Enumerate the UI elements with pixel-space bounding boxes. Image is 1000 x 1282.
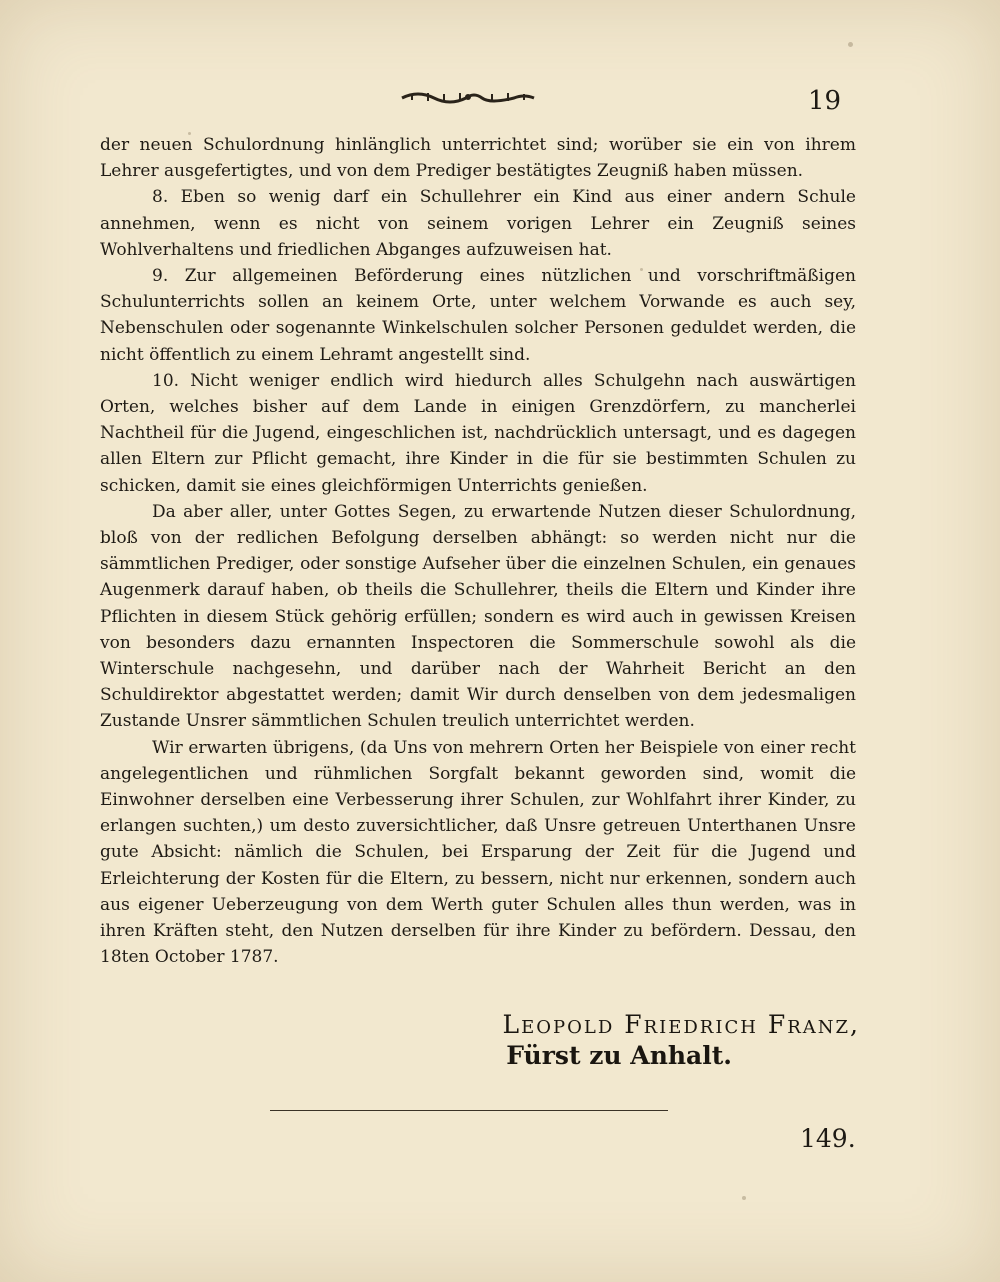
paragraph-continuation: der neuen Schulordnung hinlänglich unterrichtet sind; worüber sie ein von ihrem Lehrer ausgefertigtes, und von dem Prediger bestätigtes Zeugniß haben müssen. (100, 135, 856, 182)
signatory-name: Leopold Friedrich Franz, (502, 1010, 860, 1039)
header-ornament (398, 88, 538, 106)
signature-block (372, 1010, 860, 1070)
divider-rule (270, 1110, 668, 1111)
paragraph-closing: Da aber aller, unter Gottes Segen, zu erwartende Nutzen dieser Schulordnung, bloß von der redlichen Befolgung derselben abhängt: so werden nicht nur die sämmtlichen Prediger, oder sonstige Aufseher über die einzelnen Schulen, ein genaues Augenmerk darauf haben, ob theils die Schullehrer, theils die Eltern und Kinder ihre Pflichten in diesem Stück gehörig erfüllen; sondern es wird auch in gewissen Kreisen von besonders dazu ernannten Inspectoren die Sommerschule sowohl als die Winterschule nachgesehn, und darüber nach der Wahrheit Bericht an den Schuldirektor abgestattet werden; damit Wir durch denselben von dem jedesmaligen Zustande Unsrer sämmtlichen Schulen treulich unterrichtet werden. (100, 501, 856, 732)
paper-speck (742, 1196, 746, 1200)
paper-speck (848, 42, 853, 47)
sheet-number: 149. (800, 1124, 856, 1153)
page-number: 19 (808, 86, 842, 116)
signatory-title: Fürst zu Anhalt. (506, 1041, 732, 1070)
paragraph-10: 10. Nicht weniger endlich wird hiedurch alles Schulgehn nach auswärtigen Orten, welches bisher auf dem Lande in einigen Grenzdörfern, zu mancherlei Nachtheil für die Jugend, eingeschlichen ist, nachdrücklich untersagt, und es dagegen allen Eltern zur Pflicht gemacht, ihre Kinder in die für sie bestimmten Schulen zu schicken, damit sie eines gleichförmigen Unterrichts genießen. (100, 370, 856, 496)
paragraph-final: Wir erwarten übrigens, (da Uns von mehrern Orten her Beispiele von einer recht angelegentlichen und rühmlichen Sorgfalt bekannt geworden sind, womit die Einwohner derselben eine Verbesserung ihrer Schulen, zur Wohlfahrt ihrer Kinder, zu erlangen suchten,) um desto zuversichtlicher, daß Unsre getreuen Unterthanen Unsre gute Absicht: nämlich die Schulen, bei Ersparung der Zeit für die Jugend und Erleichterung der Kosten für die Eltern, zu bessern, nicht nur erkennen, sondern auch aus eigener Ueberzeugung von dem Werth guter Schulen alles thun werden, was in ihren Kräften steht, den Nutzen derselben für ihre Kinder zu befördern. Dessau, den 18ten October 1787. (100, 737, 856, 968)
paragraph-9: 9. Zur allgemeinen Beförderung eines nützlichen und vorschriftmäßigen Schulunterrichts sollen an keinem Orte, unter welchem Vorwande es auch sey, Nebenschulen oder sogenannte Winkelschulen solcher Personen geduldet werden, die nicht öffentlich zu einem Lehramt angestellt sind. (100, 266, 856, 365)
body-text (100, 132, 856, 971)
paragraph-8: 8. Eben so wenig darf ein Schullehrer ein Kind aus einer andern Schule annehmen, wenn es nicht von seinem vorigen Lehrer ein Zeugniß seines Wohlverhaltens und friedlichen Abganges aufzuweisen hat. (100, 187, 856, 260)
